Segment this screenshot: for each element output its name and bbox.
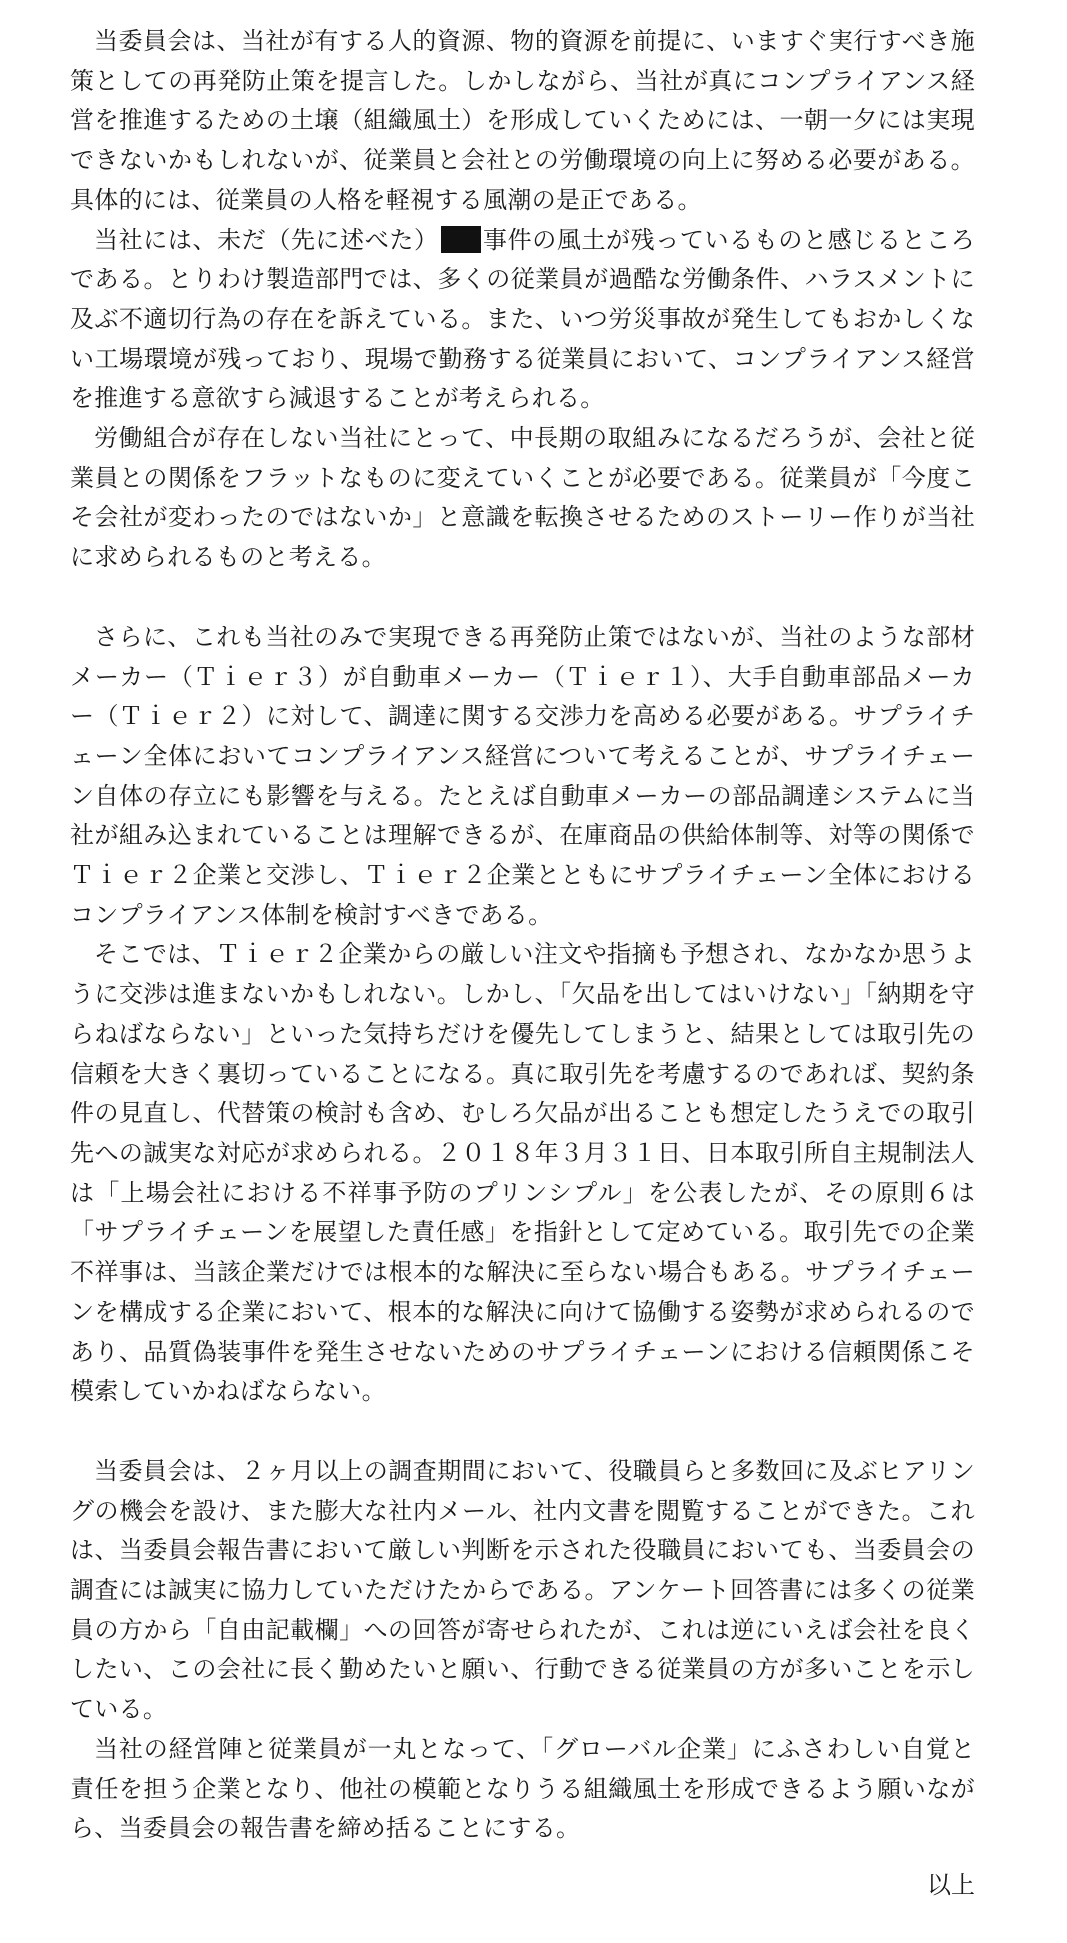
redaction-block	[441, 226, 481, 253]
paragraph-conclusion: 当社の経営陣と従業員が一丸となって、「グローバル企業」にふさわしい自覚と責任を担う企業となり、他社の模範となりうる組織風土を形成できるよう願いながら、当委員会の報告書を締め括ることにする。	[70, 1734, 975, 1843]
closing-mark: 以上	[927, 1871, 975, 1899]
section-gap	[70, 578, 975, 618]
paragraph-tier2-negotiation: そこでは、Ｔｉｅｒ２企業からの厳しい注文や指摘も予想され、なかなか思うように交渉は進まないかもしれない。しかし、「欠品を出してはいけない」「納期を守らねばならない」といった気持ちだけを優先してしまうと、結果としては取引先の信頼を大きく裏切っていることになる。真に取引先を考慮するのであれば、契約条件の見直し、代替策の検討も含め、むしろ欠品が出ることも想定したうえでの取引先への誠実な対応が求められる。２０１８年３月３１日、日本取引所自主規制法人は「上場会社における不祥事予防のプリンシプル」を公表したが、その原則６は「サプライチェーンを展望した責任感」を指針として定めている。取引先での企業不祥事は、当該企業だけでは根本的な解決に至らない場合もある。サプライチェーンを構成する企業において、根本的な解決に向けて協働する姿勢が求められるのであり、品質偽装事件を発生させないためのサプライチェーンにおける信頼関係こそ模索していかねばならない。	[70, 940, 975, 1406]
paragraph-labor-union: 労働組合が存在しない当社にとって、中長期の取組みになるだろうが、会社と従業員との関係をフラットなものに変えていくことが必要である。従業員が「今度こそ会社が変わったのではないか」と意識を転換させるためのストーリー作りが当社に求められるものと考える。	[70, 424, 975, 572]
paragraph-culture-intro: 当委員会は、当社が有する人的資源、物的資源を前提に、いますぐ実行すべき施策としての再発防止策を提言した。しかしながら、当社が真にコンプライアンス経営を推進するための土壌（組織風土）を形成していくためには、一朝一夕には実現できないかもしれないが、従業員と会社との労働環境の向上に努める必要がある。具体的には、従業員の人格を軽視する風潮の是正である。	[70, 27, 975, 214]
paragraph-factory-culture-start: 当社には、未だ（先に述べた）	[94, 225, 439, 254]
paragraph-investigation: 当委員会は、２ヶ月以上の調査期間において、役職員らと多数回に及ぶヒアリングの機会を設け、また膨大な社内メール、社内文書を閲覧することができた。これは、当委員会報告書において厳しい判断を示された役職員においても、当委員会の調査には誠実に協力していただけたからである。アンケート回答書には多くの従業員の方から「自由記載欄」への回答が寄せられたが、これは逆にいえば会社を良くしたい、この会社に長く勤めたいと願い、行動できる従業員の方が多いことを示している。	[70, 1456, 975, 1724]
paragraph-factory-culture	[70, 221, 975, 420]
paragraph-factory-culture-rest: 事件の風土が残っているものと感じるところである。とりわけ製造部門では、多くの従業員が過酷な労働条件、ハラスメントに及ぶ不適切行為の存在を訴えている。また、いつ労災事故が発生してもおかしくない工場環境が残っており、現場で勤務する従業員において、コンプライアンス経営を推進する意欲すら減退することが考えられる。	[70, 225, 976, 413]
document-body	[70, 22, 975, 1849]
paragraph-supply-chain: さらに、これも当社のみで実現できる再発防止策ではないが、当社のような部材メーカー（Ｔｉｅｒ３）が自動車メーカー（Ｔｉｅｒ１）、大手自動車部品メーカー（Ｔｉｅｒ２）に対して、調達に関する交渉力を高める必要がある。サプライチェーン全体においてコンプライアンス経営について考えることが、サプライチェーン自体の存立にも影響を与える。たとえば自動車メーカーの部品調達システムに当社が組み込まれていることは理解できるが、在庫商品の供給体制等、対等の関係でＴｉｅｒ２企業と交渉し、Ｔｉｅｒ２企業とともにサプライチェーン全体におけるコンプライアンス体制を検討すべきである。	[70, 622, 975, 929]
section-gap	[70, 1412, 975, 1452]
